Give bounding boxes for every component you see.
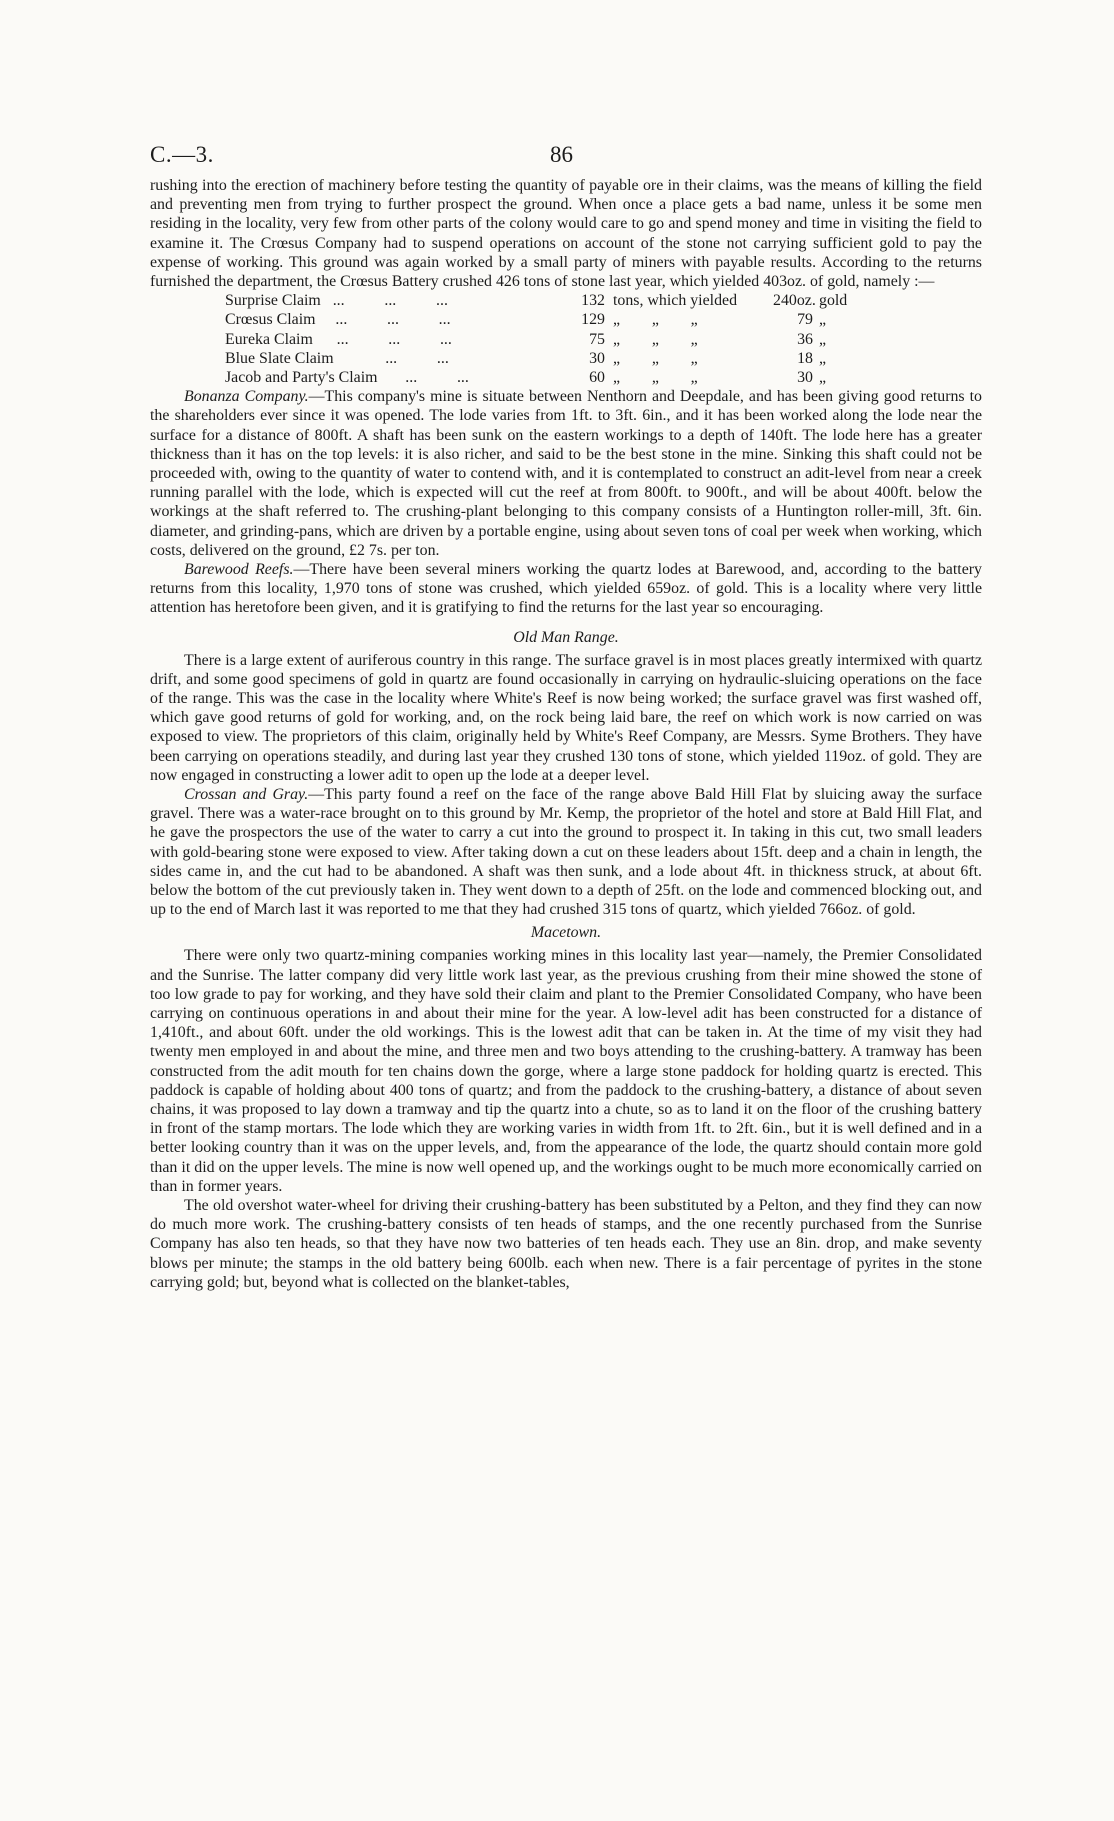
tons-label: „ „ „ [613, 349, 698, 367]
oz-value: 79 [797, 311, 813, 329]
tons-label: „ „ „ [613, 368, 698, 386]
unit-label: „ [819, 311, 827, 329]
unit-label: „ [819, 368, 827, 386]
claim-name: Eureka Claim ... ... ... [225, 330, 452, 348]
claim-name: Surprise Claim ... ... ... [225, 292, 448, 310]
paragraph-lead: Crossan and Gray. [184, 786, 309, 804]
battery-returns-table [225, 291, 982, 387]
paragraph-barewood [150, 560, 982, 618]
tons-value: 129 [581, 311, 605, 329]
table-row [225, 310, 982, 329]
paragraph-macetown-1: There were only two quartz-mining companies working mines in this locality last year—namely, the Premier Consolidated and the Sunrise. The latter company did very little work last year, as the previous crushing from their mine showed the stone of too low grade to pay for working, and they have sold their claim and plant to the Premier Consolidated Company, who have been carrying on continuous operations in and about their mine for the year. A low-level adit has been constructed for a distance of 1,410ft., and about 60ft. under the old workings. This is the lowest adit that can be taken in. At the time of my visit they had twenty men employed in and about the mine, and three men and two boys attending to the crushing-battery. A tramway has been constructed from the adit mouth for ten chains down the gorge, where a large stone paddock for holding quartz is erected. This paddock is capable of holding about 400 tons of quartz; and from the paddock to the crushing-battery, a distance of about seven chains, it was proposed to lay down a tramway and tip the quartz into a chute, so as to land it on the floor of the crushing battery in front of the stamp mortars. The lode which they are working varies in width from 1ft. to 2ft. 6in., but it is well defined and in a better looking country than it was on the upper levels, and, from the appearance of the lode, the quartz should contain more gold than it did on the upper levels. The mine is now well opened up, and the workings ought to be much more economically carried on than in former years. [150, 947, 982, 1195]
section-heading-macetown: Macetown. [530, 924, 602, 942]
table-row [225, 330, 982, 349]
oz-value: 18 [797, 349, 813, 367]
paragraph-crossan-gray [150, 785, 982, 919]
tons-value: 60 [589, 368, 605, 386]
table-row [225, 368, 982, 387]
paragraph-lead: Barewood Reefs. [184, 560, 294, 578]
paragraph-bonanza [150, 387, 982, 560]
claim-name: Crœsus Claim ... ... ... [225, 311, 451, 329]
tons-label: tons, which yielded [613, 292, 738, 310]
claim-name: Jacob and Party's Claim ... ... [225, 368, 469, 386]
unit-label: „ [819, 349, 827, 367]
paragraph-macetown-2: The old overshot water-wheel for driving their crushing-battery has been substituted by a Pelton, and they find they can now do much more work. The crushing-battery consists of ten heads of stamps, and the one recently purchased from the Sunrise Company has also ten heads, so that they have now two batteries of ten heads each. They use an 8in. drop, and make seventy blows per minute; the stamps in the old battery being 600lb. each when new. There is a fair percentage of pyrites in the stone carrying gold; but, beyond what is collected on the blanket-tables, [150, 1197, 982, 1291]
oz-value: 36 [797, 330, 813, 348]
paragraph-continuation: rushing into the erection of machinery before testing the quantity of payable ore in their claims, was the means of killing the field and preventing men from trying to further prospect the ground. When once a place gets a bad name, unless it be some men residing in the locality, very few from other parts of the colony would care to go and spend money and time in visiting the field to examine it. The Crœsus Company had to suspend operations on account of the stone not carrying sufficient gold to pay the expense of working. This ground was again worked by a small party of miners with payable results. According to the returns furnished the department, the Crœsus Battery crushed 426 tons of stone last year, which yielded 403oz. of gold, namely :— [150, 177, 982, 291]
paragraph-body: —There have been several miners working the quartz lodes at Barewood, and, according to the battery returns from this locality, 1,970 tons of stone was crushed, which yielded 659oz. of gold. This is a locality where very little attention has heretofore been given, and it is gratifying to find the returns for the last year so encouraging. [150, 560, 982, 617]
document-code: C.—3. [150, 142, 214, 167]
tons-value: 132 [581, 292, 605, 310]
paragraph-body: —This company's mine is situate between Nenthorn and Deepdale, and has been giving good returns to the shareholders ever since it was opened. The lode varies from 1ft. to 3ft. 6in., and it has been worked along the lode near the surface for a distance of 800ft. A shaft has been sunk on the eastern workings to a depth of 140ft. The lode here has a greater thickness than it has on the top levels: it is also richer, and said to be the best stone in the mine. Sinking this shaft could not be proceeded with, owing to the quantity of water to contend with, and it is contemplated to construct an adit-level from near a creek running parallel with the lode, which is expected will cut the reef at from 800ft. to 900ft., and will be about 400ft. below the workings at the shaft referred to. The crushing-plant belonging to this company consists of a Huntington roller-mill, 3ft. 6in. diameter, and grinding-pans, which are driven by a portable engine, using about seven tons of coal per week when working, which costs, delivered on the ground, £2 7s. per ton. [150, 388, 982, 559]
table-row [225, 291, 982, 310]
page-number: 86 [550, 142, 573, 167]
tons-label: „ „ „ [613, 311, 698, 329]
section-heading-old-man-range: Old Man Range. [513, 628, 619, 646]
unit-label: gold [819, 292, 848, 310]
claim-name: Blue Slate Claim ... ... [225, 349, 449, 367]
oz-value: 240oz. [773, 292, 816, 310]
tons-value: 30 [589, 349, 605, 367]
table-row [225, 349, 982, 368]
tons-value: 75 [589, 330, 605, 348]
paragraph-body: —This party found a reef on the face of the range above Bald Hill Flat by sluicing away the surface gravel. There was a water-race brought on to this ground by Mr. Kemp, the proprietor of the hotel and store at Bald Hill Flat, and he gave the prospectors the use of the water to carry a cut into the ground to prospect it. In taking in this cut, two small leaders with gold-bearing stone were exposed to view. After taking down a cut on these leaders about 15ft. deep and a chain in length, the sides came in, and the cut had to be abandoned. A shaft was then sunk, and a lode about 4ft. in thickness struck, at about 6ft. below the bottom of the cut previously taken in. They went down to a depth of 25ft. on the lode and commenced blocking out, and up to the end of March last it was reported to me that they had crushed 315 tons of quartz, which yielded 766oz. of gold. [150, 786, 983, 919]
tons-label: „ „ „ [613, 330, 698, 348]
paragraph-lead: Bonanza Company. [184, 388, 309, 406]
document-page [150, 142, 982, 1292]
paragraph-old-man-range: There is a large extent of auriferous country in this range. The surface gravel is in most places greatly intermixed with quartz drift, and some good specimens of gold in quartz are found occasionally in carrying on hydraulic-sluicing operations on the face of the range. This was the case in the locality where White's Reef is now being worked; the surface gravel was first washed off, which gave good returns of gold for working, and, on the rock being laid bare, the reef on which work is now carried on was exposed to view. The proprietors of this claim, originally held by White's Reef Company, are Messrs. Syme Brothers. They have been carrying on operations steadily, and during last year they crushed 130 tons of stone, which yielded 119oz. of gold. They are now engaged in constructing a lower adit to open up the lode at a deeper level. [150, 651, 982, 784]
oz-value: 30 [797, 368, 813, 386]
unit-label: „ [819, 330, 827, 348]
page-header [150, 142, 982, 176]
